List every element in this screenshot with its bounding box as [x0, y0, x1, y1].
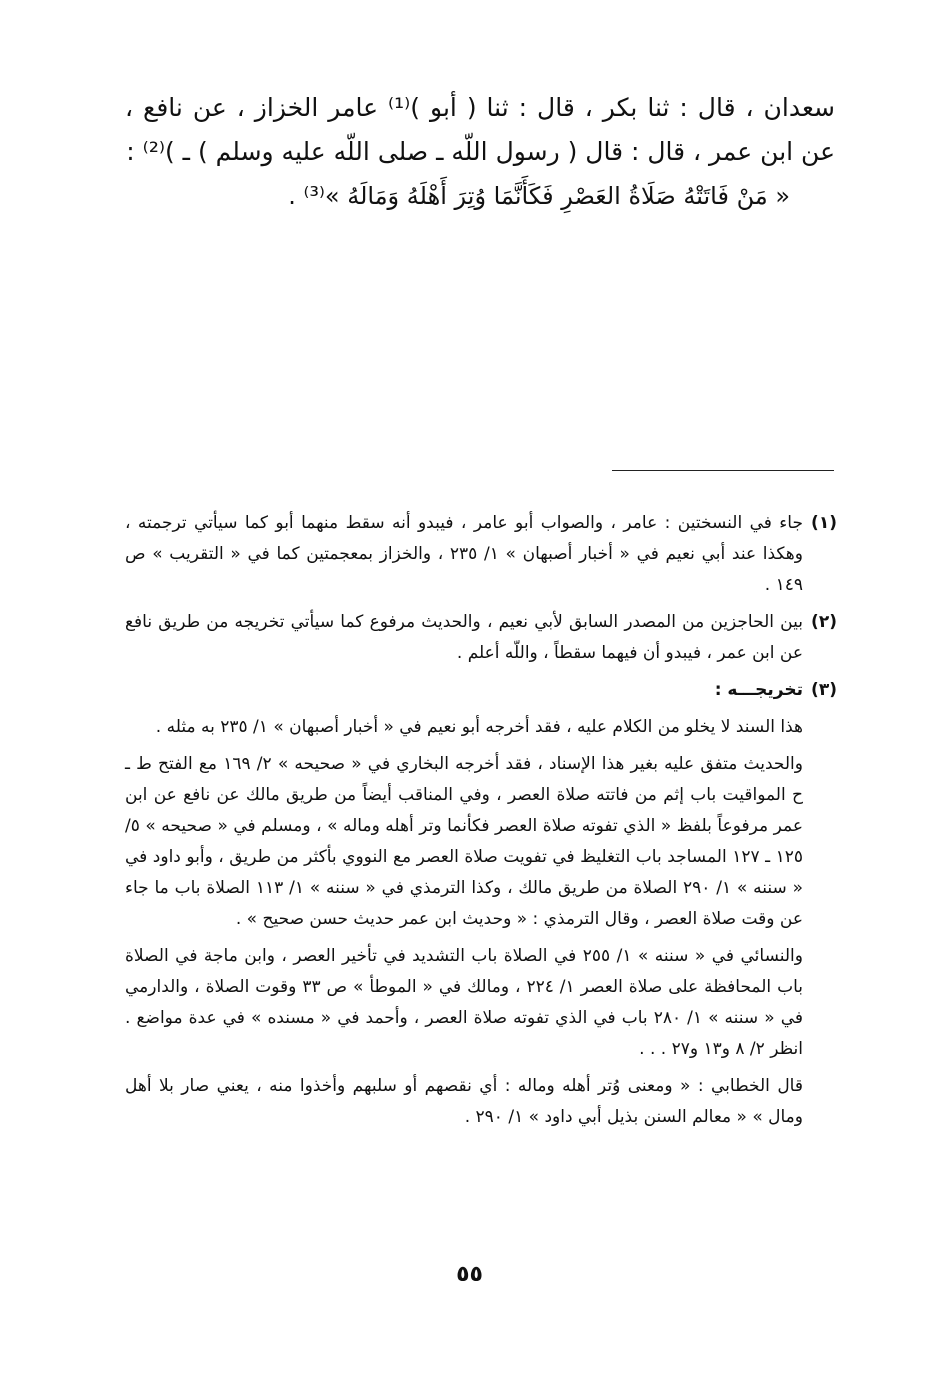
footnote-2 — [125, 607, 837, 669]
page-number: ٥٥ — [456, 1262, 483, 1287]
footnote-number: (٢) — [811, 612, 837, 632]
footnote-text: جاء في النسختين : عامر ، والصواب أبو عامر ، فيبدو أنه سقط منهما أبو كما سيأتي ترجمته ، وهكذا عند أبي نعيم في « أخبار أصبهان » ١/ ٢٣٥ ، والخزاز بمعجمتين كما في « التقريب » ص ١٤٩ . — [125, 513, 803, 595]
footnote-paragraph: هذا السند لا يخلو من الكلام عليه ، فقد أخرجه أبو نعيم في « أخبار أصبهان » ١/ ٢٣٥ به مثله . — [155, 717, 803, 737]
footnote-3 — [125, 675, 837, 706]
footnote-heading: تخريجـــه : — [714, 680, 803, 700]
footnote-paragraph: قال الخطابي : « ومعنى وُتر أهله وماله : أي نقصهم أو سلبهم وأخذوا منه ، يعني صار بلا أهل ومال » « معالم السنن بذيل أبي داود » ١/ ٢٩٠ . — [125, 1076, 803, 1127]
footnote-paragraph: والنسائي في « سننه » ١/ ٢٥٥ في الصلاة باب التشديد في تأخير العصر ، وابن ماجة في الصلاة باب المحافظة على صلاة العصر ١/ ٢٢٤ ، ومالك في « الموطأ » ص ٣٣ وقوت الصلاة ، والدارمي في « سننه » ١/ ٢٨٠ باب في الذي تفوته صلاة العصر ، وأحمد في « مسنده » في عدة مواضع . انظر ٢/ ٨ و١٣ و٢٧ . . . — [125, 946, 803, 1059]
footnotes — [125, 508, 837, 1139]
footnote-text: بين الحاجزين من المصدر السابق لأبي نعيم ، والحديث مرفوع كما سيأتي تخريجه من طريق نافع عن ابن عمر ، فيبدو أن فيهما سقطاً ، واللّه أعلم . — [125, 612, 803, 663]
footnote-1 — [125, 508, 837, 601]
main-text — [125, 86, 835, 218]
footnote-paragraph: والحديث متفق عليه بغير هذا الإسناد ، فقد أخرجه البخاري في « صحيحه » ٢/ ١٦٩ مع الفتح ط ـ ح المواقيت باب إثم من فاتته صلاة العصر ، وفي المناقب أيضاً من طريق مالك عن نافع عن ابن عمر مرفوعاً بلفظ « الذي تفوته صلاة العصر فكأنما وتر أهله وماله » ، ومسلم في « صحيحه » ٥/ ١٢٥ ـ ١٢٧ المساجد باب التغليظ في تفويت صلاة العصر مع النووي بأكثر من طريق ، وأبو داود في « سننه » ١/ ٢٩٠ الصلاة من طريق مالك ، وكذا الترمذي في « سننه » ١/ ١١٣ الصلاة باب ما جاء عن وقت صلاة العصر ، وقال الترمذي : « وحديث ابن عمر حديث حسن صحيح » . — [125, 754, 803, 929]
hadith-text: « مَنْ فَاتَتْهُ صَلَاةُ العَصْرِ فَكَأَنَّمَا وُتِرَ أَهْلَهُ وَمَالَهُ »⁽³⁾ . — [288, 182, 790, 210]
footnote-number: (٣) — [811, 680, 837, 700]
footnote-number: (١) — [811, 513, 837, 533]
isnad-text: سعدان ، قال : ثنا بكر ، قال : ثنا ( أبو )⁽¹⁾ عامر الخزاز ، عن نافع ، عن ابن عمر ، قال : قال ( رسول اللّه ـ صلى اللّه عليه وسلم ) ـ )⁽²⁾ : — [125, 93, 835, 166]
footnote-separator — [612, 470, 834, 471]
